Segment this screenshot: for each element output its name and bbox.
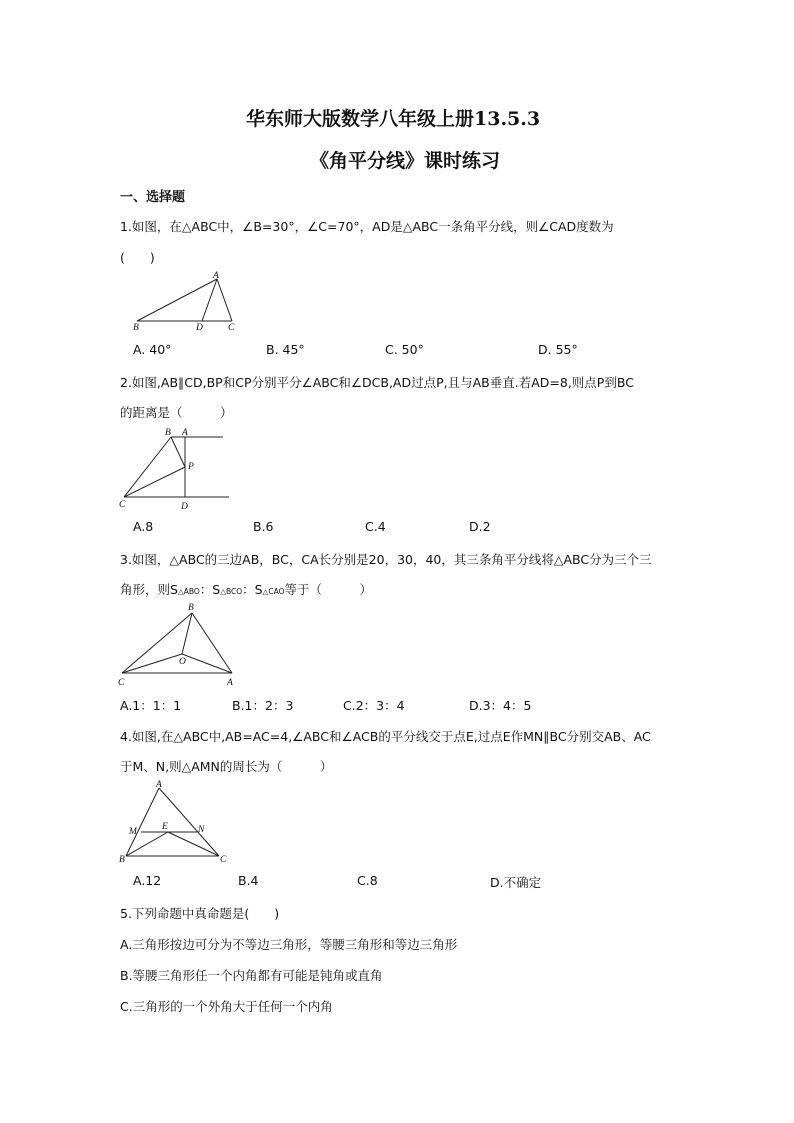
q2-option-c[interactable]: C.4: [365, 519, 386, 534]
label-b: B: [188, 603, 194, 613]
label-a: A: [227, 678, 233, 688]
question-1-figure: [128, 268, 248, 334]
label-m: M: [129, 827, 137, 837]
question-4-stem-cont: 于M、N,则△AMN的周长为（ ）: [120, 759, 333, 774]
question-3-stem: 3.如图，△ABC的三边AB，BC，CA长分别是20，30，40，其三条角平分线将△ABC分为三个三: [120, 552, 652, 567]
label-b: B: [133, 323, 139, 333]
label-a: A: [182, 428, 188, 438]
label-o: O: [179, 657, 186, 667]
q2-option-a[interactable]: A.8: [133, 519, 154, 534]
q1-option-d[interactable]: D. 55°: [538, 342, 578, 357]
question-3-stem-cont: 角形，则S△ABO：S△BCO：S△CAO等于（ ）: [120, 582, 372, 597]
q4-option-d[interactable]: D.不确定: [490, 875, 542, 890]
page-title: 华东师大版数学八年级上册13.5.3: [246, 108, 541, 130]
label-d: D: [181, 502, 188, 512]
section-heading: 一、选择题: [120, 190, 186, 205]
question-4-figure: [116, 778, 240, 868]
page-subtitle: 《角平分线》课时练习: [310, 150, 501, 172]
q3-option-d[interactable]: D.3：4：5: [469, 698, 532, 713]
label-e: E: [162, 822, 168, 832]
q5-option-c[interactable]: C.三角形的一个外角大于任何一个内角: [120, 999, 333, 1014]
q5-option-b[interactable]: B.等腰三角形任一个内角都有可能是钝角或直角: [120, 968, 383, 983]
label-c: C: [220, 855, 227, 865]
label-c: C: [119, 500, 126, 510]
label-b: B: [165, 428, 171, 438]
question-1-stem: 1.如图，在△ABC中，∠B=30°，∠C=70°，AD是△ABC一条角平分线，则∠CAD度数为: [120, 219, 614, 234]
q2-option-d[interactable]: D.2: [469, 519, 491, 534]
label-d: D: [196, 323, 203, 333]
label-p: P: [188, 462, 194, 472]
q1-option-b[interactable]: B. 45°: [266, 342, 305, 357]
q1-option-c[interactable]: C. 50°: [385, 342, 424, 357]
q3-option-a[interactable]: A.1：1：1: [120, 698, 182, 713]
q1-option-a[interactable]: A. 40°: [133, 342, 172, 357]
q4-option-b[interactable]: B.4: [238, 873, 259, 888]
q2-option-b[interactable]: B.6: [253, 519, 274, 534]
q5-option-a[interactable]: A.三角形按边可分为不等边三角形，等腰三角形和等边三角形: [120, 937, 458, 952]
question-2-stem: 2.如图,AB∥CD,BP和CP分别平分∠ABC和∠DCB,AD过点P,且与AB垂直.若AD=8,则点P到BC: [120, 375, 634, 390]
question-4-stem: 4.如图,在△ABC中,AB=AC=4,∠ABC和∠ACB的平分线交于点E,过点E作MN∥BC分别交AB、AC: [120, 729, 651, 744]
label-a: A: [213, 271, 219, 281]
question-2-stem-cont: 的距离是（ ）: [120, 405, 233, 420]
label-a: A: [156, 780, 162, 790]
question-1-paren: ( ): [120, 250, 155, 265]
question-3-figure: [114, 600, 238, 690]
q3-option-b[interactable]: B.1：2：3: [232, 698, 294, 713]
q4-option-a[interactable]: A.12: [133, 873, 162, 888]
question-2-figure: [115, 424, 235, 512]
question-5-stem: 5.下列命题中真命题是( ): [120, 906, 280, 921]
label-c: C: [118, 678, 125, 688]
label-n: N: [198, 825, 205, 835]
label-b: B: [119, 855, 125, 865]
label-c: C: [228, 323, 235, 333]
q4-option-c[interactable]: C.8: [357, 873, 378, 888]
q3-option-c[interactable]: C.2：3：4: [343, 698, 405, 713]
